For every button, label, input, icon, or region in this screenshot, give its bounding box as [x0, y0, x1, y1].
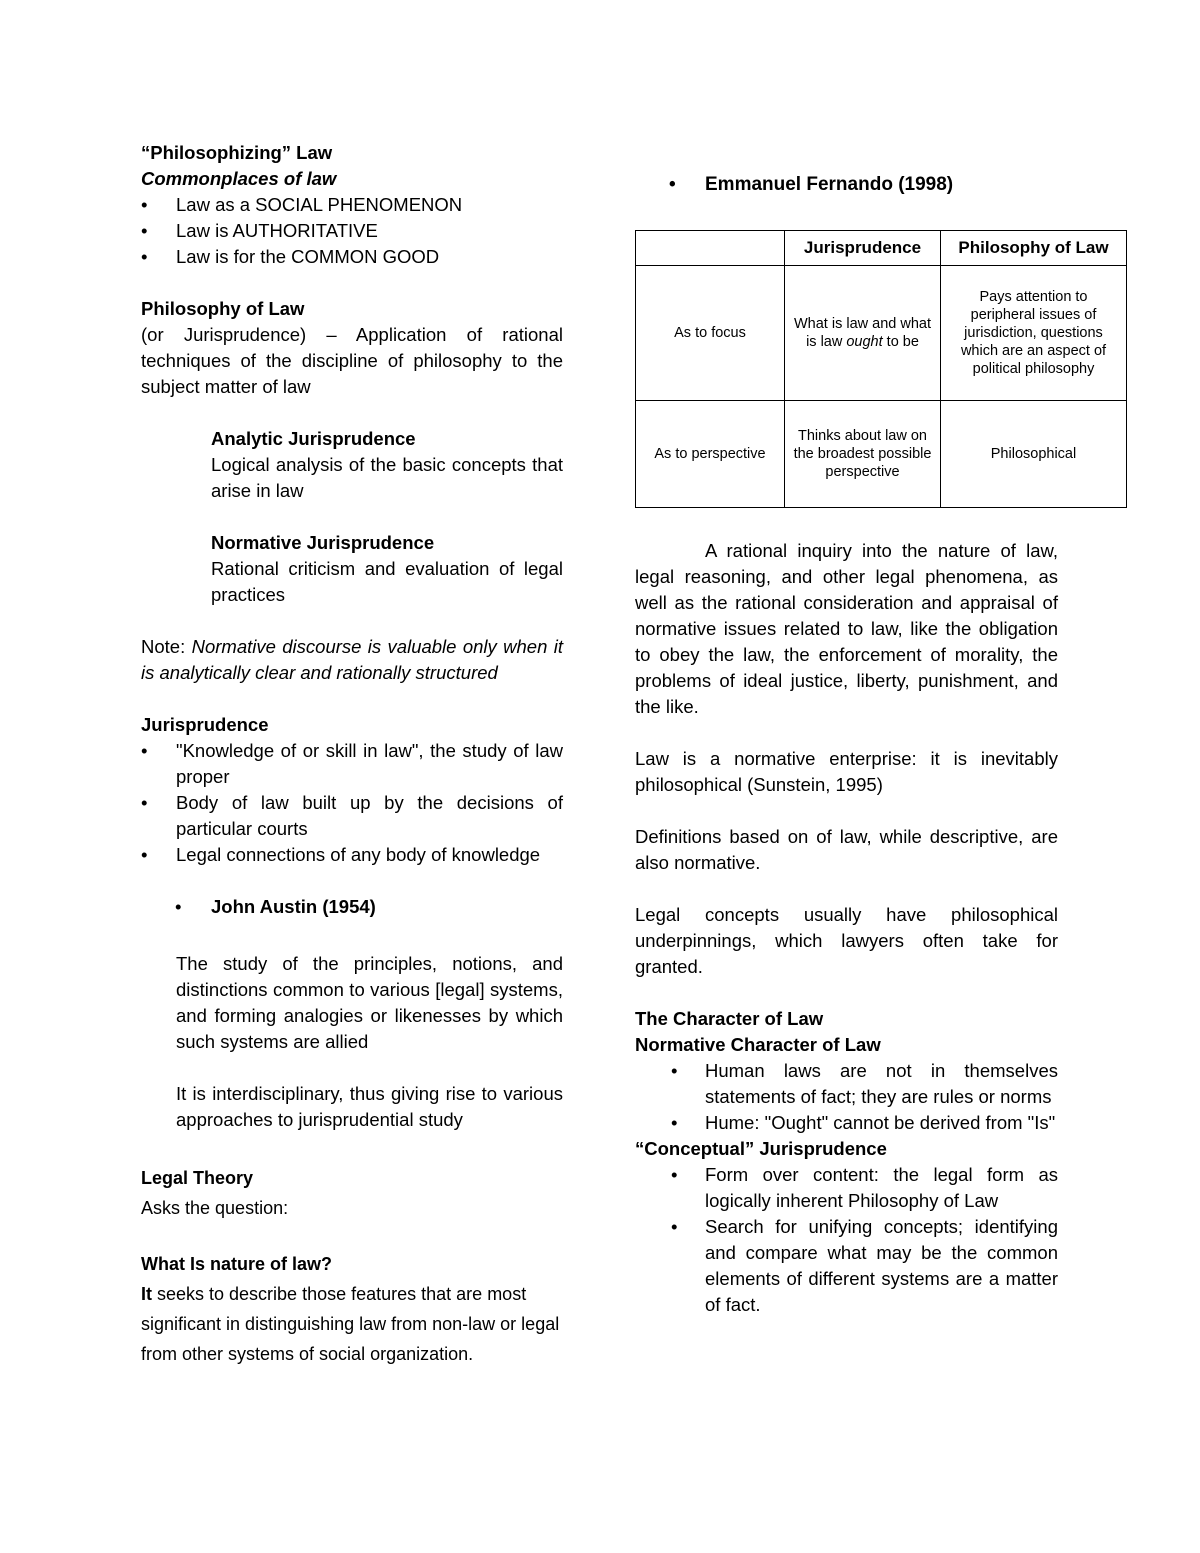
analytic-text: Logical analysis of the basic concepts that arise in law	[211, 454, 563, 501]
table-cell: As to perspective	[636, 401, 785, 508]
note: Note: Normative discourse is valuable only when it is analytically clear and rationally structured	[141, 636, 563, 683]
left-column	[141, 140, 563, 1369]
table-header-row	[636, 231, 1127, 266]
jurisprudence-heading: Jurisprudence	[141, 714, 269, 735]
nature-text: It seeks to describe those features that are most significant in distinguishing law from non-law or legal from other systems of social organization.	[141, 1284, 560, 1364]
commonplaces-heading: Commonplaces of law	[141, 168, 337, 189]
list-item: • Form over content: the legal form as logically inherent Philosophy of Law	[671, 1164, 1058, 1211]
jurisprudence-list	[141, 738, 563, 868]
list-item: • Legal connections of any body of knowledge	[141, 842, 563, 868]
table-cell: As to focus	[636, 266, 785, 401]
character-heading: The Character of Law	[635, 1008, 824, 1029]
bullet-icon: •	[671, 1060, 678, 1081]
bullet-icon: •	[141, 194, 148, 215]
philosophy-text: (or Jurisprudence) – Application of rational techniques of the discipline of philosophy to the subject matter of law	[141, 324, 563, 397]
list-item: • Human laws are not in themselves statements of fact; they are rules or norms	[671, 1060, 1058, 1107]
list-item: • "Knowledge of or skill in law", the study of law proper	[141, 740, 563, 787]
austin-heading: John Austin (1954)	[211, 896, 376, 917]
bullet-icon: •	[141, 220, 148, 241]
table-row	[636, 266, 1127, 401]
bullet-icon: •	[141, 792, 148, 813]
list-item	[141, 894, 563, 920]
para-rational-inquiry: A rational inquiry into the nature of law, legal reasoning, and other legal phenomena, as well as the rational consideration and appraisal of normative issues related to law, like the obligation to obey the law, the enforcement of morality, the problems of ideal justice, liberty, punishment, and the like.	[635, 540, 1058, 717]
fernando-heading: Emmanuel Fernando (1998)	[705, 174, 954, 195]
table-cell: Philosophical	[941, 401, 1127, 508]
bullet-icon: •	[671, 1164, 678, 1185]
bullet-icon: •	[141, 844, 148, 865]
legal-theory-sub: Asks the question:	[141, 1198, 289, 1218]
analytic-heading: Analytic Jurisprudence	[211, 428, 416, 449]
normative-text: Rational criticism and evaluation of legal practices	[211, 558, 563, 605]
nature-heading: What Is nature of law?	[141, 1254, 333, 1274]
list-item: • Law is AUTHORITATIVE	[141, 218, 563, 244]
table-header-cell: Philosophy of Law	[941, 231, 1127, 266]
list-item	[635, 170, 1127, 200]
austin-text-2: It is interdisciplinary, thus giving rise to various approaches to jurisprudential study	[176, 1083, 563, 1130]
table-header-cell: Jurisprudence	[785, 231, 941, 266]
normative-character-heading: Normative Character of Law	[635, 1034, 881, 1055]
page-title: “Philosophizing” Law	[141, 142, 333, 163]
list-item: • Search for unifying concepts; identifying and compare what may be the common elements of different systems are a matter of fact.	[671, 1216, 1058, 1315]
bullet-icon: •	[175, 896, 182, 917]
comparison-table	[635, 230, 1127, 508]
para-normative-enterprise: Law is a normative enterprise: it is inevitably philosophical (Sunstein, 1995)	[635, 748, 1058, 795]
table-cell: Thinks about law on the broadest possible perspective	[785, 401, 941, 508]
legal-theory-heading: Legal Theory	[141, 1168, 254, 1188]
para-definitions: Definitions based on of law, while descriptive, are also normative.	[635, 826, 1058, 873]
bullet-icon: •	[671, 1216, 678, 1237]
right-column	[635, 170, 1127, 1318]
list-item: • Law is for the COMMON GOOD	[141, 244, 563, 270]
table-cell: Pays attention to peripheral issues of jurisdiction, questions which are an aspect of political philosophy	[941, 266, 1127, 401]
philosophy-heading: Philosophy of Law	[141, 298, 305, 319]
bullet-icon: •	[671, 1112, 678, 1133]
list-item: • Law as a SOCIAL PHENOMENON	[141, 192, 563, 218]
conceptual-heading: “Conceptual” Jurisprudence	[635, 1138, 887, 1159]
conceptual-list	[635, 1162, 1058, 1318]
para-legal-concepts: Legal concepts usually have philosophical underpinnings, which lawyers often take for granted.	[635, 904, 1058, 977]
normative-character-list	[635, 1058, 1058, 1136]
list-item: • Hume: "Ought" cannot be derived from "Is"	[635, 1110, 1058, 1136]
table-row	[636, 401, 1127, 508]
commonplaces-list	[141, 192, 563, 270]
bullet-icon: •	[141, 740, 148, 761]
table-cell: What is law and what is law ought to be	[785, 266, 941, 401]
table-header-cell	[636, 231, 785, 266]
bullet-icon: •	[141, 246, 148, 267]
austin-text: The study of the principles, notions, and distinctions common to various [legal] systems, and forming analogies or likenesses by which such systems are allied	[176, 953, 563, 1052]
normative-heading: Normative Jurisprudence	[211, 532, 435, 553]
list-item: • Body of law built up by the decisions of particular courts	[141, 792, 563, 839]
bullet-icon: •	[669, 174, 676, 195]
